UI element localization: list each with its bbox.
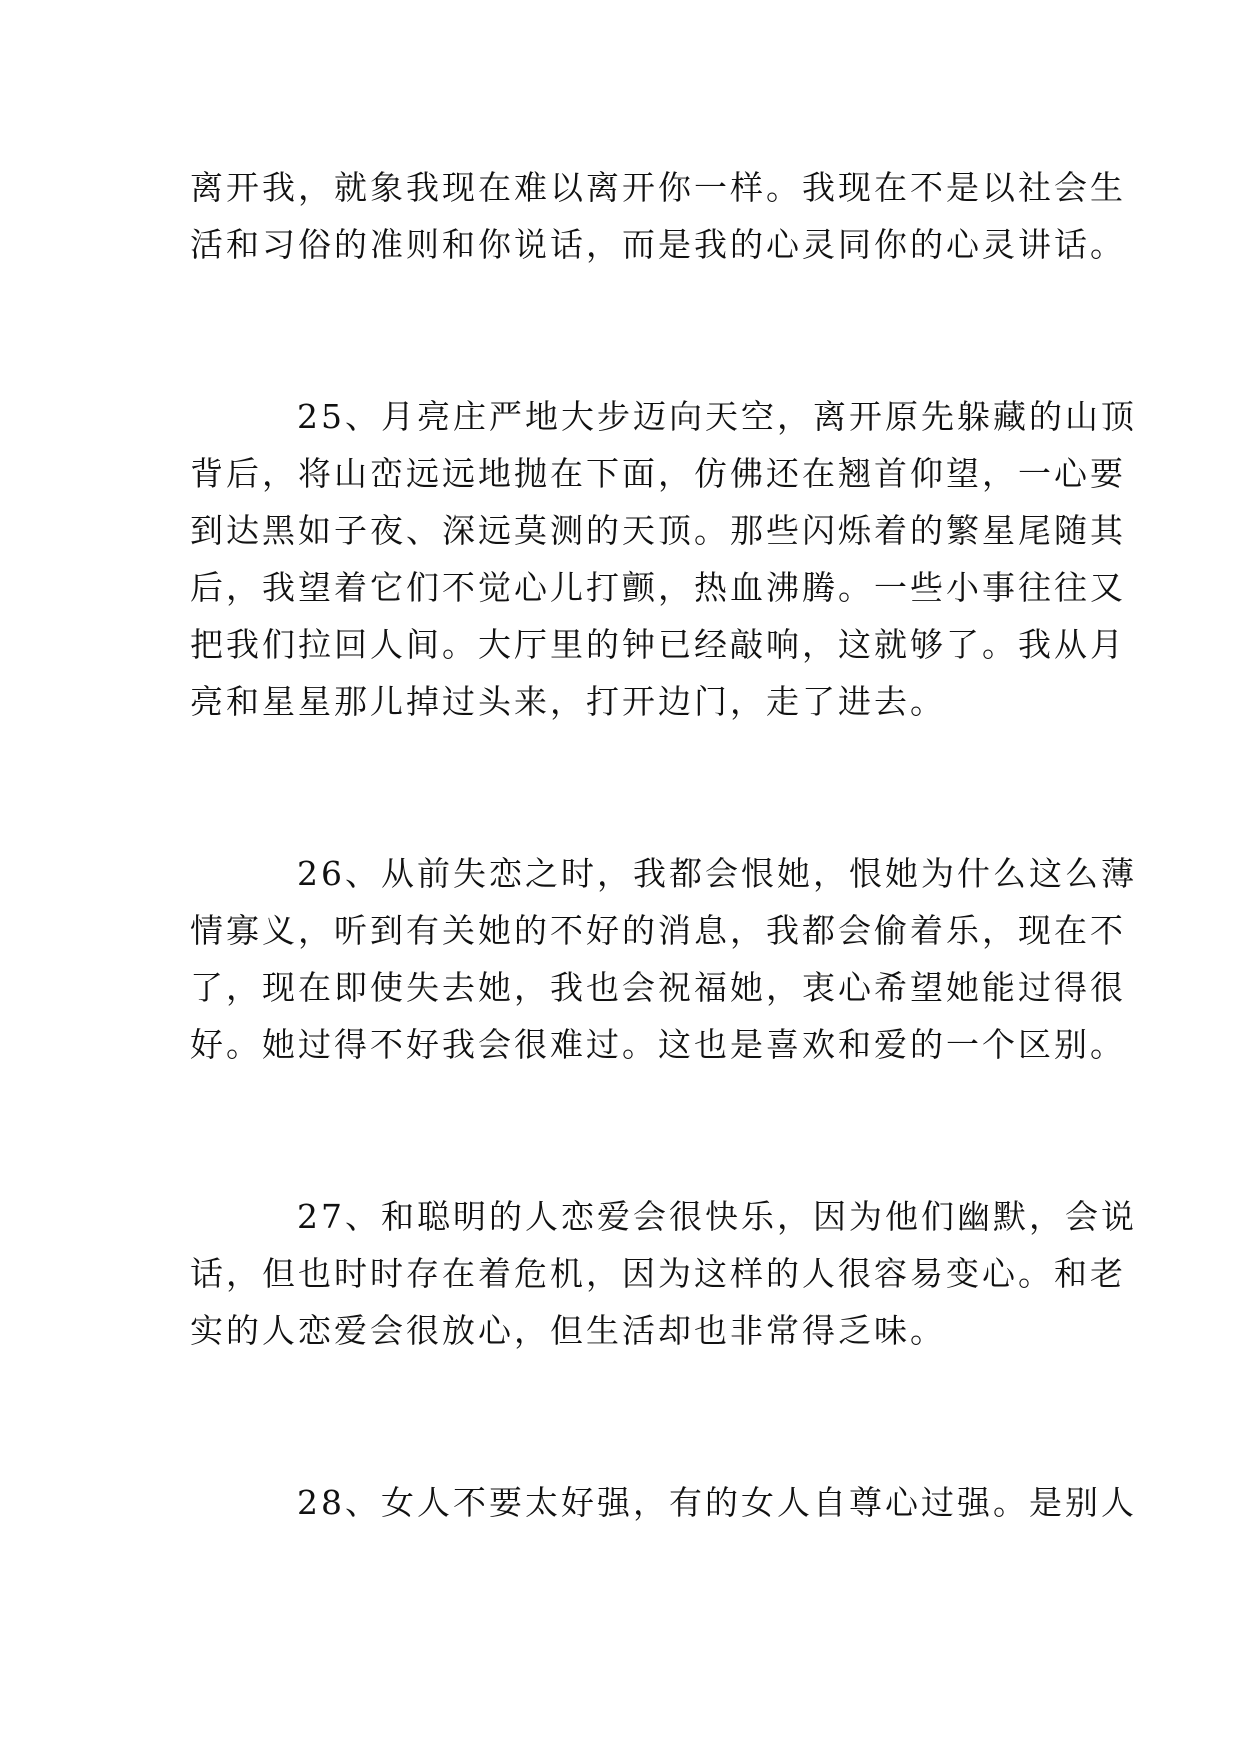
paragraph-line: 好。她过得不好我会很难过。这也是喜欢和爱的一个区别。 bbox=[190, 1025, 1126, 1064]
paragraph-line: 25、月亮庄严地大步迈向天空，离开原先躲藏的山顶 bbox=[297, 397, 1137, 436]
paragraph-line: 离开我，就象我现在难以离开你一样。我现在不是以社会生 bbox=[190, 168, 1126, 207]
paragraph-line: 27、和聪明的人恋爱会很快乐，因为他们幽默，会说 bbox=[297, 1197, 1137, 1236]
paragraph-line: 了，现在即使失去她，我也会祝福她，衷心希望她能过得很 bbox=[190, 968, 1126, 1007]
paragraph-line: 到达黑如子夜、深远莫测的天顶。那些闪烁着的繁星尾随其 bbox=[190, 511, 1126, 550]
paragraph-line: 26、从前失恋之时，我都会恨她，恨她为什么这么薄 bbox=[297, 854, 1137, 893]
paragraph-line: 实的人恋爱会很放心，但生活却也非常得乏味。 bbox=[190, 1311, 946, 1350]
paragraph-line: 后，我望着它们不觉心儿打颤，热血沸腾。一些小事往往又 bbox=[190, 568, 1126, 607]
paragraph-line: 28、女人不要太好强，有的女人自尊心过强。是别人 bbox=[297, 1483, 1137, 1522]
paragraph-line: 活和习俗的准则和你说话，而是我的心灵同你的心灵讲话。 bbox=[190, 225, 1126, 264]
paragraph-line: 把我们拉回人间。大厅里的钟已经敲响，这就够了。我从月 bbox=[190, 625, 1126, 664]
paragraph-line: 亮和星星那儿掉过头来，打开边门，走了进去。 bbox=[190, 682, 946, 721]
paragraph-line: 话，但也时时存在着危机，因为这样的人很容易变心。和老 bbox=[190, 1254, 1126, 1293]
paragraph-line: 情寡义，听到有关她的不好的消息，我都会偷着乐，现在不 bbox=[190, 911, 1126, 950]
paragraph-line: 背后，将山峦远远地抛在下面，仿佛还在翘首仰望，一心要 bbox=[190, 454, 1126, 493]
